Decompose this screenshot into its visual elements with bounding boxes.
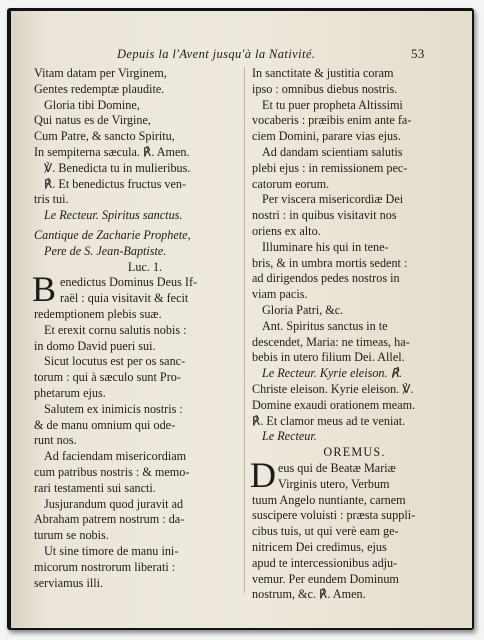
text-line: oriens ex alto. bbox=[252, 223, 321, 238]
text-line: vocaberis : præibis enim ante fa- bbox=[252, 113, 412, 128]
text-line: catorum eorum. bbox=[252, 176, 330, 191]
text-line: Abraham patrem nostrum : da- bbox=[34, 512, 185, 527]
text-line: serviamus illi. bbox=[34, 575, 104, 590]
canticle-title: Cantique de Zacharie Prophete, bbox=[34, 227, 191, 242]
text-line: Ut sine timore de manu ini- bbox=[44, 543, 179, 558]
drop-cap-paragraph bbox=[32, 269, 256, 310]
text-line: cibus tuis, ut qui verè eam ge- bbox=[252, 524, 399, 539]
running-title: Depuis la l'Avent jusqu'à la Nativité. bbox=[117, 47, 316, 61]
text-line: Domine exaudi orationem meam. bbox=[252, 397, 416, 412]
text-line: viam pacis. bbox=[252, 287, 308, 302]
text-line: nitricem Dei credimus, ejus bbox=[252, 539, 387, 554]
page-number: 53 bbox=[411, 46, 425, 61]
text-line: Et erexit cornu salutis nobis : bbox=[44, 322, 187, 337]
text-line: nostrum, &c. ℟. Amen. bbox=[252, 587, 366, 602]
text-line: ℣. Benedicta tu in mulieribus. bbox=[44, 160, 191, 175]
text-line: runt nos. bbox=[34, 433, 77, 448]
canticle-title: Pere de S. Jean-Baptiste. bbox=[44, 243, 167, 258]
text-line: Vitam datam per Virginem, bbox=[34, 66, 167, 80]
text-line: vemur. Per eundem Dominum bbox=[252, 571, 399, 586]
text-line: micorum nostrorum liberati : bbox=[34, 559, 176, 574]
text-line: ipso : omnibus diebus nostris. bbox=[252, 81, 398, 96]
text-line: Sicut locutus est per os sanc- bbox=[44, 354, 186, 369]
text-line: Gloria Patri, &c. bbox=[262, 302, 344, 317]
text-line: phetarum ejus. bbox=[34, 385, 106, 400]
text-line: Qui natus es de Virgine, bbox=[34, 113, 151, 128]
book-page bbox=[11, 11, 472, 628]
text-line: torum : qui à sæculo sunt Pro- bbox=[34, 370, 181, 385]
text-line: Le Recteur. Kyrie eleison. ℟. bbox=[262, 366, 402, 381]
text-line: descendet, Maria: ne timeas, ha- bbox=[252, 334, 410, 349]
drop-cap: B bbox=[32, 269, 57, 310]
text-line: Christe eleison. Kyrie eleison. ℣. bbox=[252, 381, 414, 396]
text-line: apud te intercessionibus adju- bbox=[252, 555, 398, 570]
page-header bbox=[11, 47, 472, 63]
text-line: Ad faciendam misericordiam bbox=[44, 449, 187, 464]
text-line: cum patribus nostris : & memo- bbox=[34, 464, 190, 479]
text-line: Jusjurandum quod juravit ad bbox=[44, 496, 184, 511]
text-line: ℟. Et benedictus fructus ven- bbox=[44, 176, 187, 191]
text-line: Per viscera misericordiæ Dei bbox=[262, 192, 404, 207]
text-line: nostri : in quibus visitavit nos bbox=[252, 208, 397, 223]
text-line: redemptionem plebis suæ. bbox=[34, 306, 162, 321]
text-line: suscipere voluisti : præsta suppli- bbox=[252, 508, 416, 523]
text-line: bebis in utero filium Dei. Allel. bbox=[252, 350, 405, 365]
text-line: bris, & in umbra mortis sedent : bbox=[252, 255, 408, 270]
text-line: Cum Patre, & sancto Spiritu, bbox=[34, 129, 175, 144]
text-line: Illuminare his qui in tene- bbox=[262, 239, 389, 254]
text-line: ℟. Et clamor meus ad te veniat. bbox=[252, 413, 406, 428]
text-line: enedictus Dominus Deus If- bbox=[60, 275, 198, 290]
left-column bbox=[34, 66, 256, 591]
text-line: tris tui. bbox=[34, 192, 69, 207]
right-column bbox=[252, 66, 457, 603]
text-line: Le Recteur. bbox=[262, 429, 317, 444]
text-line: Et tu puer propheta Altissimi bbox=[262, 97, 403, 112]
text-line: Salutem ex inimicis nostris : bbox=[44, 401, 183, 416]
text-line: eus qui de Beatæ Mariæ bbox=[278, 460, 396, 475]
text-line: In sanctitate & justitia coram bbox=[252, 66, 394, 80]
text-line: Gloria tibi Domine, bbox=[44, 97, 140, 112]
text-line: ciem Domini, parare vias ejus. bbox=[252, 129, 401, 144]
drop-cap: D bbox=[250, 454, 276, 495]
text-line: turum se nobis. bbox=[34, 528, 109, 543]
text-line: In sempiterna sæcula. ℟. Amen. bbox=[34, 144, 190, 159]
drop-cap-paragraph bbox=[250, 454, 457, 495]
text-line: Le Recteur. Spiritus sanctus. bbox=[44, 208, 183, 223]
text-line: tuum Angelo nuntiante, carnem bbox=[252, 492, 406, 507]
scripture-reference: Luc. 1. bbox=[127, 259, 163, 274]
text-line: Ant. Spiritus sanctus in te bbox=[262, 318, 388, 333]
text-line: plebi ejus : in remissionem pec- bbox=[252, 160, 408, 175]
text-line: Gentes redemptæ plaudite. bbox=[34, 81, 165, 96]
oremus-heading: OREMUS. bbox=[323, 445, 386, 460]
text-line: ad dirigendos pedes nostros in bbox=[252, 271, 400, 286]
text-line: rari testamenti sui sancti. bbox=[34, 480, 156, 495]
text-line: & de manu omnium qui ode- bbox=[34, 417, 176, 432]
text-line: raël : quia visitavit & fecit bbox=[60, 291, 189, 306]
text-line: Virginis utero, Verbum bbox=[278, 476, 390, 491]
text-line: in domo David pueri sui. bbox=[34, 338, 156, 353]
text-line: Ad dandam scientiam salutis bbox=[262, 144, 403, 159]
